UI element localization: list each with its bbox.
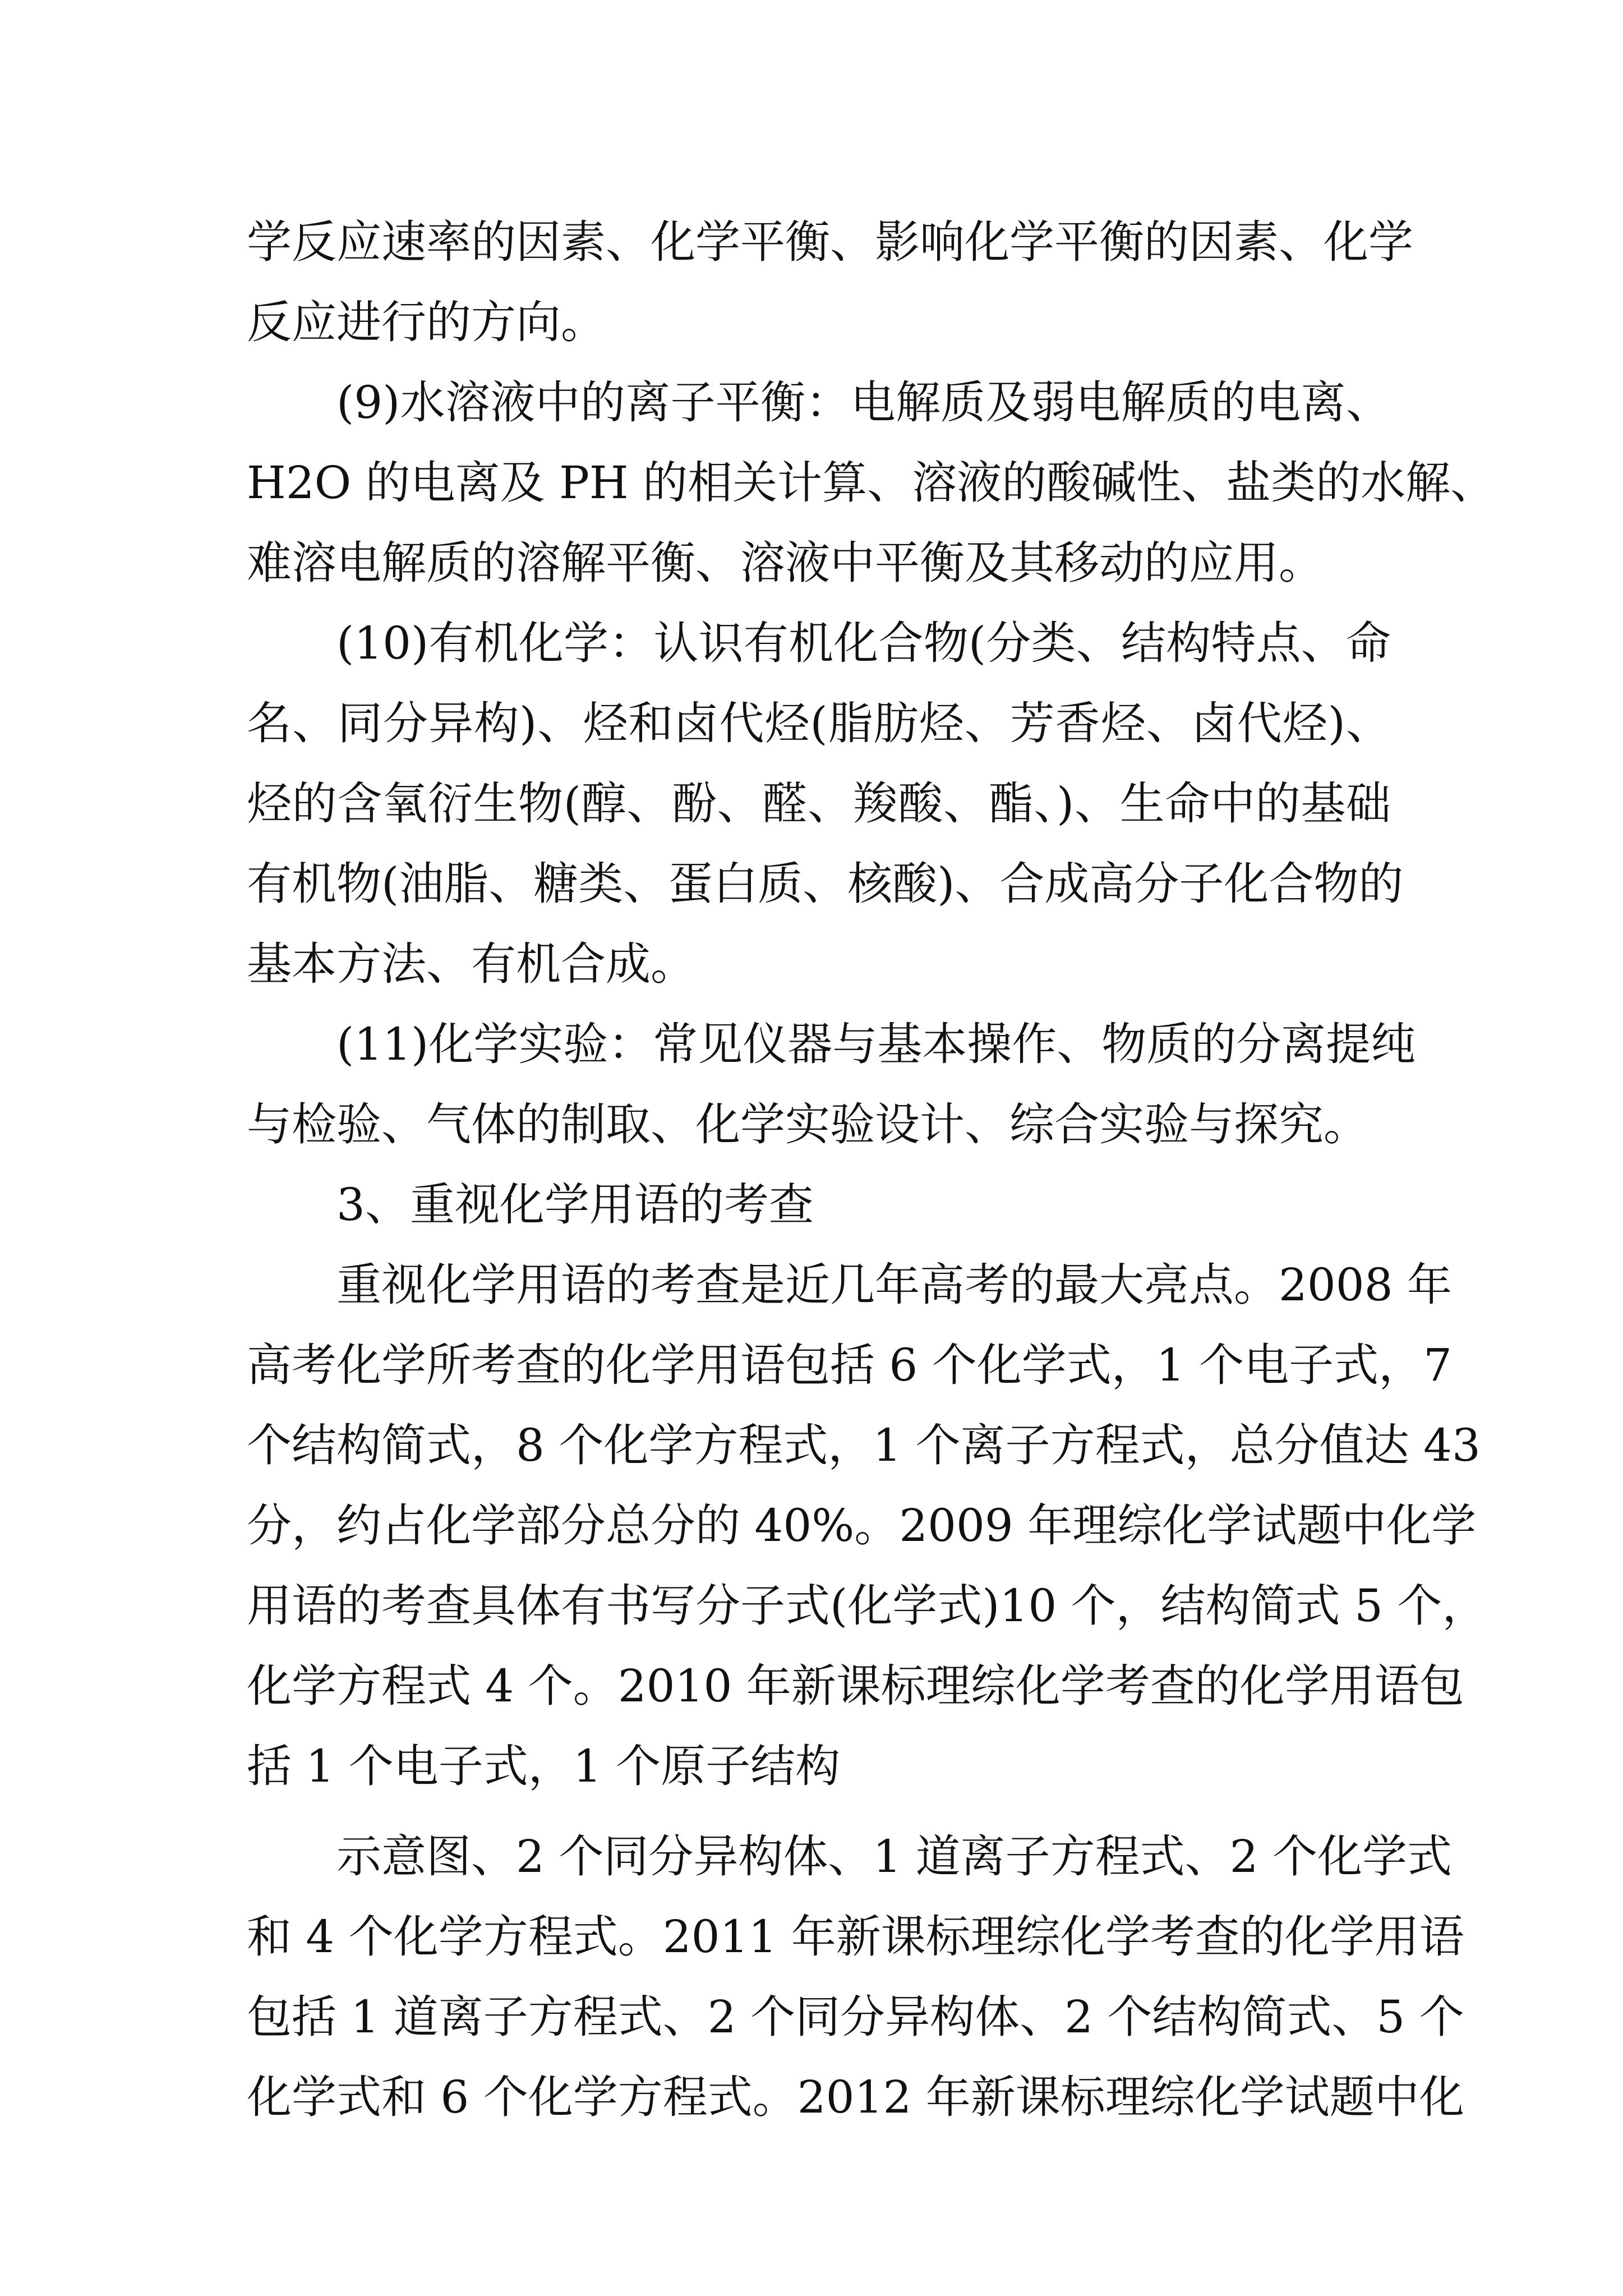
text-line: 分，约占化学部分总分的 40%。2009 年理综化学试题中化学 bbox=[247, 1499, 1477, 1552]
text-line: 高考化学所考查的化学用语包括 6 个化学式，1 个电子式，7 bbox=[247, 1339, 1452, 1391]
text-line: 学反应速率的因素、化学平衡、影响化学平衡的因素、化学 bbox=[247, 216, 1413, 268]
section-heading: 3、重视化学用语的考查 bbox=[336, 1179, 814, 1231]
text-line: 用语的考查具体有书写分子式(化学式)10 个，结构简式 5 个， bbox=[247, 1580, 1487, 1632]
text-line: 个结构简式，8 个化学方程式，1 个离子方程式，总分值达 43 bbox=[247, 1419, 1481, 1471]
text-line: 有机物(油脂、糖类、蛋白质、核酸)、合成高分子化合物的 bbox=[247, 858, 1404, 910]
text-line: 括 1 个电子式，1 个原子结构 bbox=[247, 1740, 841, 1792]
text-line: 与检验、气体的制取、化学实验设计、综合实验与探究。 bbox=[247, 1098, 1368, 1151]
paragraph-start-line: 示意图、2 个同分异构体、1 道离子方程式、2 个化学式 bbox=[336, 1830, 1452, 1883]
text-line: 和 4 个化学方程式。2011 年新课标理综化学考查的化学用语 bbox=[247, 1911, 1464, 1963]
text-line: 基本方法、有机合成。 bbox=[247, 938, 695, 990]
paragraph-start-line: (9)水溶液中的离子平衡：电解质及弱电解质的电离、 bbox=[336, 376, 1391, 429]
paragraph-start-line: (10)有机化学：认识有机化合物(分类、结构特点、命 bbox=[336, 617, 1391, 669]
text-line: 包括 1 道离子方程式、2 个同分异构体、2 个结构简式、5 个 bbox=[247, 1991, 1464, 2043]
text-line: 反应进行的方向。 bbox=[247, 296, 606, 348]
text-line: 化学方程式 4 个。2010 年新课标理综化学考查的化学用语包 bbox=[247, 1660, 1464, 1712]
document-body bbox=[247, 202, 1496, 2137]
paragraph-start-line: 重视化学用语的考查是近几年高考的最大亮点。2008 年 bbox=[336, 1259, 1453, 1311]
text-line: 化学式和 6 个化学方程式。2012 年新课标理综化学试题中化 bbox=[247, 2071, 1464, 2123]
text-line: 名、同分异构)、烃和卤代烃(脂肪烃、芳香烃、卤代烃)、 bbox=[247, 697, 1391, 749]
text-line: H2O 的电离及 PH 的相关计算、溶液的酸碱性、盐类的水解、 bbox=[247, 457, 1496, 509]
text-line: 难溶电解质的溶解平衡、溶液中平衡及其移动的应用。 bbox=[247, 537, 1324, 589]
text-line: 烃的含氧衍生物(醇、酚、醛、羧酸、酯、)、生命中的基础 bbox=[247, 777, 1391, 830]
paragraph-start-line: (11)化学实验：常见仪器与基本操作、物质的分离提纯 bbox=[336, 1018, 1416, 1070]
